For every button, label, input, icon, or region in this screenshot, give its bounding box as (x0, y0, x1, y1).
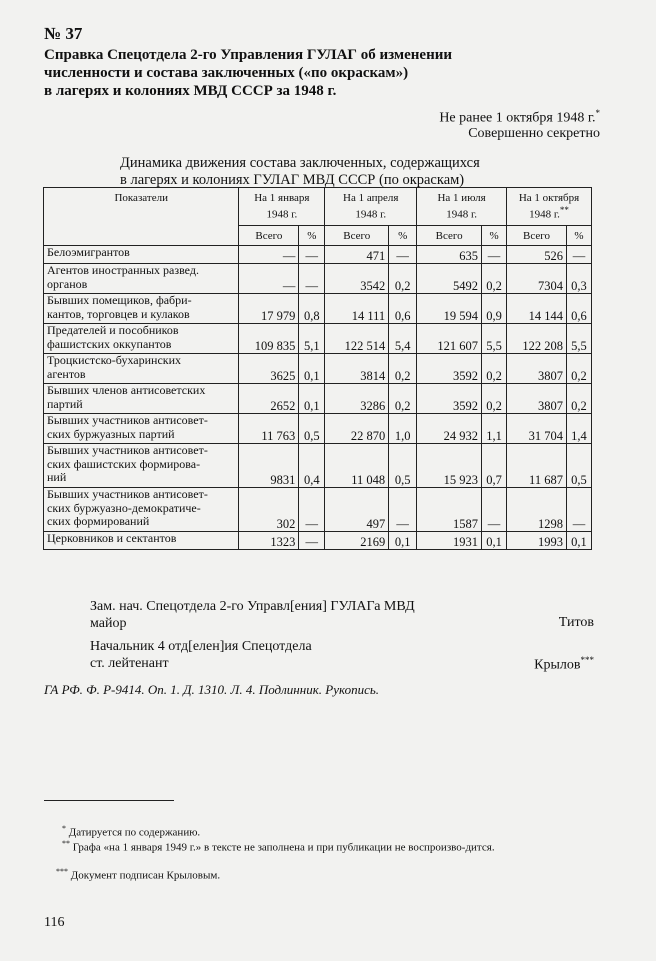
total-cell: 1298 (507, 488, 567, 532)
total-cell: 122 208 (507, 324, 567, 354)
percent-cell: 0,2 (482, 354, 507, 384)
total-cell: 11 763 (239, 414, 299, 444)
total-cell: 22 870 (325, 414, 389, 444)
total-cell: 121 607 (417, 324, 482, 354)
period-header: На 1 апреля 1948 г. (325, 188, 417, 226)
row-label (44, 414, 239, 444)
percent-subheader: % (566, 226, 591, 246)
row-label (44, 294, 239, 324)
total-cell: 526 (507, 246, 567, 264)
row-label-line: Предателей и пособников (47, 323, 179, 337)
total-cell: 1323 (239, 532, 299, 550)
table-row (44, 488, 592, 532)
percent-cell: 0,3 (566, 264, 591, 294)
total-cell: 497 (325, 488, 389, 532)
row-label (44, 246, 239, 264)
footnote (44, 837, 604, 855)
period-header: На 1 января 1948 г. (239, 188, 325, 226)
row-label-line: партий (47, 396, 83, 411)
table-row (44, 414, 592, 444)
row-label-line: Троцкистско-бухаринских (47, 353, 182, 367)
percent-cell: — (566, 246, 591, 264)
indicator-header: Показатели (44, 188, 239, 246)
percent-cell: 0,1 (299, 354, 325, 384)
total-cell: — (239, 246, 299, 264)
document-number: № 37 (44, 24, 83, 43)
percent-cell: — (299, 264, 325, 294)
footnote-text: Датируется по содержанию. (68, 826, 201, 839)
title-line: в лагерях и колониях МВД СССР за 1948 г. (44, 83, 337, 99)
period-header: На 1 июля 1948 г. (417, 188, 507, 226)
percent-cell: 0,6 (389, 294, 417, 324)
percent-cell: 0,2 (566, 354, 591, 384)
percent-cell: 5,5 (482, 324, 507, 354)
row-label-line: Бывших участников антисовет- (47, 443, 208, 457)
row-label (44, 488, 239, 532)
percent-cell: 0,4 (299, 444, 325, 488)
period-header: На 1 октября 1948 г.** (507, 188, 592, 226)
percent-subheader: % (482, 226, 507, 246)
row-label (44, 264, 239, 294)
row-label-line: ских буржуазно-демократиче- (47, 500, 201, 515)
total-cell: 471 (325, 246, 389, 264)
total-cell: 11 687 (507, 444, 567, 488)
percent-cell: 5,1 (299, 324, 325, 354)
percent-cell: 5,4 (389, 324, 417, 354)
row-label (44, 324, 239, 354)
percent-cell: 0,9 (482, 294, 507, 324)
table-row (44, 532, 592, 550)
row-label (44, 354, 239, 384)
table-row (44, 294, 592, 324)
percent-cell: 0,1 (299, 384, 325, 414)
signature-block (90, 598, 415, 632)
row-label (44, 384, 239, 414)
percent-cell: 1,0 (389, 414, 417, 444)
row-label-line: Бывших членов антисоветских (47, 383, 206, 397)
total-cell: 3542 (325, 264, 389, 294)
footnote-mark: ** (62, 839, 70, 848)
footnote-text: Документ подписан Крыловым. (70, 869, 221, 882)
table-row (44, 246, 592, 264)
total-cell: 31 704 (507, 414, 567, 444)
row-label-line: кантов, торговцев и кулаков (47, 306, 190, 321)
total-subheader: Всего (325, 226, 389, 246)
total-cell: 1587 (417, 488, 482, 532)
total-subheader: Всего (417, 226, 482, 246)
table-row (44, 264, 592, 294)
percent-cell: 0,1 (482, 532, 507, 550)
footnote-text: Графа «на 1 января 1949 г.» в тексте не заполнена и при публикации не воспроизво-дится. (72, 841, 495, 854)
percent-cell: 0,2 (389, 354, 417, 384)
date-note (439, 108, 600, 127)
footnote-mark: * (595, 108, 600, 118)
total-cell: 3625 (239, 354, 299, 384)
percent-cell: 0,5 (299, 414, 325, 444)
total-cell: 122 514 (325, 324, 389, 354)
prisoner-table (43, 187, 592, 550)
page-number: 116 (44, 915, 65, 930)
total-cell: 9831 (239, 444, 299, 488)
row-label (44, 532, 239, 550)
percent-cell: 1,1 (482, 414, 507, 444)
total-cell: 11 048 (325, 444, 389, 488)
signature-block (90, 638, 312, 672)
date-note-text: Не ранее 1 октября 1948 г. (439, 110, 596, 126)
total-cell: 109 835 (239, 324, 299, 354)
row-label-line: Церковников и сектантов (47, 531, 177, 545)
total-cell: 302 (239, 488, 299, 532)
table-row (44, 354, 592, 384)
percent-cell: 0,2 (389, 264, 417, 294)
row-label-line: ских фашистских формирова- (47, 456, 201, 471)
signature-rank: майор (90, 616, 127, 631)
total-subheader: Всего (507, 226, 567, 246)
percent-cell: 0,1 (389, 532, 417, 550)
total-cell: 2652 (239, 384, 299, 414)
title-line: численности и состава заключенных («по окраскам») (44, 65, 409, 81)
signature-position: Зам. нач. Спецотдела 2-го Управл[ения] ГУЛАГа МВД (90, 599, 415, 614)
percent-cell: 0,2 (566, 384, 591, 414)
footnote-divider (44, 800, 174, 801)
signature-name (534, 655, 594, 674)
table-title-line: Динамика движения состава заключенных, содержащихся (120, 155, 480, 171)
row-label-line: Бывших помещиков, фабри- (47, 293, 192, 307)
total-cell: 24 932 (417, 414, 482, 444)
total-cell: 17 979 (239, 294, 299, 324)
total-cell: 14 144 (507, 294, 567, 324)
percent-cell: — (389, 488, 417, 532)
signature-name-text: Крылов (534, 657, 581, 673)
total-cell: 635 (417, 246, 482, 264)
total-cell: 3286 (325, 384, 389, 414)
total-cell: 14 111 (325, 294, 389, 324)
percent-cell: 0,5 (566, 444, 591, 488)
row-label-line: ний (47, 470, 67, 484)
total-subheader: Всего (239, 226, 299, 246)
percent-cell: 0,2 (389, 384, 417, 414)
table-title (120, 155, 480, 189)
row-label-line: Бывших участников антисовет- (47, 487, 208, 501)
percent-cell: — (482, 488, 507, 532)
total-cell: 1931 (417, 532, 482, 550)
percent-cell: 0,2 (482, 264, 507, 294)
percent-subheader: % (299, 226, 325, 246)
percent-cell: 0,7 (482, 444, 507, 488)
total-cell: 15 923 (417, 444, 482, 488)
total-cell: 3807 (507, 354, 567, 384)
table-title-line: в лагерях и колониях ГУЛАГ МВД СССР (по окраскам) (120, 172, 465, 188)
row-label-line: органов (47, 276, 88, 291)
total-cell: 7304 (507, 264, 567, 294)
secrecy-stamp: Совершенно секретно (468, 126, 600, 141)
footnote (44, 865, 616, 883)
row-label-line: фашистских оккупантов (47, 336, 172, 351)
total-cell: 19 594 (417, 294, 482, 324)
row-label-line: Агентов иностранных развед. (47, 263, 199, 277)
footnote-mark: *** (580, 655, 594, 665)
total-cell: — (239, 264, 299, 294)
percent-cell: — (299, 532, 325, 550)
document-title (44, 46, 604, 100)
title-line: Справка Спецотдела 2-го Управления ГУЛАГ об изменении (44, 47, 453, 63)
row-label-line: ских буржуазных партий (47, 426, 175, 441)
percent-cell: 0,2 (482, 384, 507, 414)
total-cell: 3807 (507, 384, 567, 414)
percent-cell: 5,5 (566, 324, 591, 354)
percent-cell: — (299, 246, 325, 264)
table-row (44, 384, 592, 414)
signature-rank: ст. лейтенант (90, 656, 169, 671)
percent-cell: — (482, 246, 507, 264)
percent-cell: 0,5 (389, 444, 417, 488)
percent-cell: 1,4 (566, 414, 591, 444)
table-row (44, 444, 592, 488)
signature-position: Начальник 4 отд[елен]ия Спецотдела (90, 639, 312, 654)
percent-cell: — (566, 488, 591, 532)
percent-cell: — (299, 488, 325, 532)
percent-cell: 0,8 (299, 294, 325, 324)
footnote-mark: * (62, 824, 66, 833)
percent-subheader: % (389, 226, 417, 246)
signature-name: Титов (558, 615, 594, 630)
row-label-line: ских формирований (47, 514, 150, 528)
archive-reference: ГА РФ. Ф. Р-9414. Оп. 1. Д. 1310. Л. 4. Подлинник. Рукопись. (44, 682, 380, 697)
percent-cell: — (389, 246, 417, 264)
table-body (44, 246, 592, 550)
total-cell: 3814 (325, 354, 389, 384)
row-label-line: Бывших участников антисовет- (47, 413, 208, 427)
total-cell: 2169 (325, 532, 389, 550)
total-cell: 1993 (507, 532, 567, 550)
percent-cell: 0,6 (566, 294, 591, 324)
total-cell: 5492 (417, 264, 482, 294)
footnote-mark: *** (56, 867, 68, 876)
row-label (44, 444, 239, 488)
total-cell: 3592 (417, 384, 482, 414)
total-cell: 3592 (417, 354, 482, 384)
percent-cell: 0,1 (566, 532, 591, 550)
row-label-line: Белоэмигрантов (47, 245, 130, 259)
table-row (44, 324, 592, 354)
row-label-line: агентов (47, 366, 86, 381)
